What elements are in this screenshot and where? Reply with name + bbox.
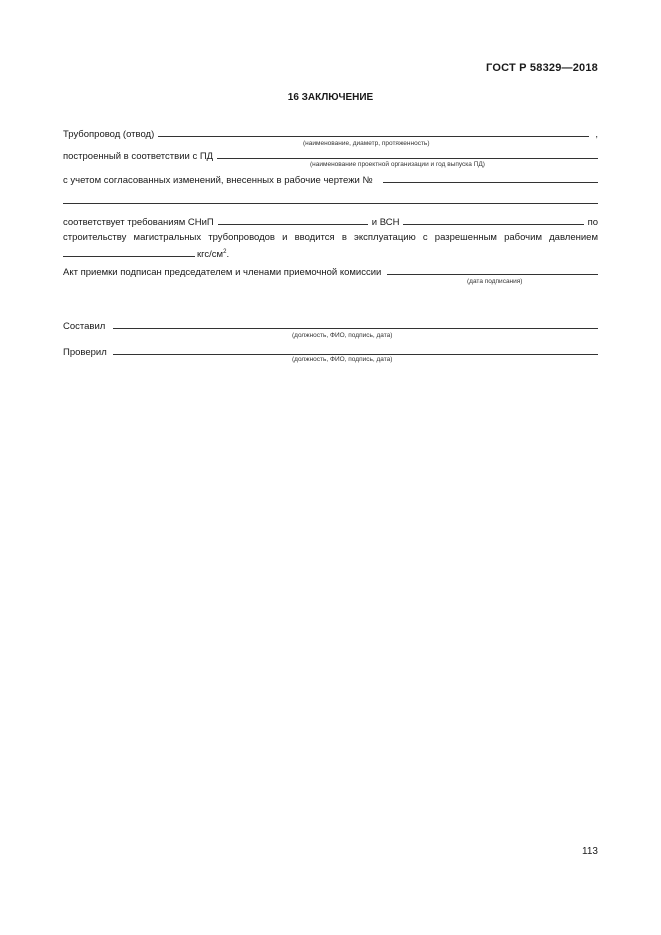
compiled-caption: (должность, ФИО, подпись, дата) [292, 332, 393, 339]
construction-text: строительству магистральных трубопроводов и вводится в эксплуатацию с разрешенным рабочим давлением [63, 232, 598, 243]
pipeline-label: Трубопровод (отвод) [63, 129, 155, 140]
built-row [63, 148, 598, 162]
pipeline-caption: (наименование, диаметр, протяженность) [303, 140, 430, 147]
extra-blank [63, 203, 598, 204]
pressure-blank [63, 256, 195, 257]
complies-label: соответствует требованиям СНиП [63, 217, 214, 228]
checked-caption: (должность, ФИО, подпись, дата) [292, 356, 393, 363]
built-label: построенный в соответствии с ПД [63, 151, 214, 162]
compiled-label: Составил [63, 321, 106, 332]
compiled-blank [113, 328, 598, 329]
pipeline-comma: , [595, 129, 598, 140]
pipeline-blank [158, 136, 589, 137]
changes-label: с учетом согласованных изменений, внесенных в рабочие чертежи № [63, 175, 373, 186]
page-number: 113 [582, 846, 598, 857]
built-caption: (наименование проектной организации и год выпуска ПД) [310, 161, 485, 168]
act-caption: (дата подписания) [467, 278, 523, 285]
vsn-label: и ВСН [371, 217, 400, 228]
changes-row [63, 172, 598, 186]
section-title: 16 ЗАКЛЮЧЕНИЕ [287, 92, 374, 103]
snip-blank [218, 224, 368, 225]
checked-blank [113, 354, 598, 355]
complies-row [63, 214, 598, 228]
document-code: ГОСТ Р 58329—2018 [486, 62, 598, 74]
vsn-blank [403, 224, 583, 225]
changes-blank [383, 182, 598, 183]
act-blank [387, 274, 598, 275]
compiled-row [63, 318, 598, 332]
act-row [63, 264, 598, 278]
pressure-row [63, 246, 263, 260]
act-label: Акт приемки подписан председателем и членами приемочной комиссии [63, 267, 382, 278]
po-label: по [587, 217, 598, 228]
checked-label: Проверил [63, 347, 107, 358]
pressure-unit: кгс/$см^2$. [197, 248, 230, 260]
extra-blank-row [63, 193, 598, 207]
pipeline-row [63, 126, 598, 140]
built-blank [217, 158, 598, 159]
